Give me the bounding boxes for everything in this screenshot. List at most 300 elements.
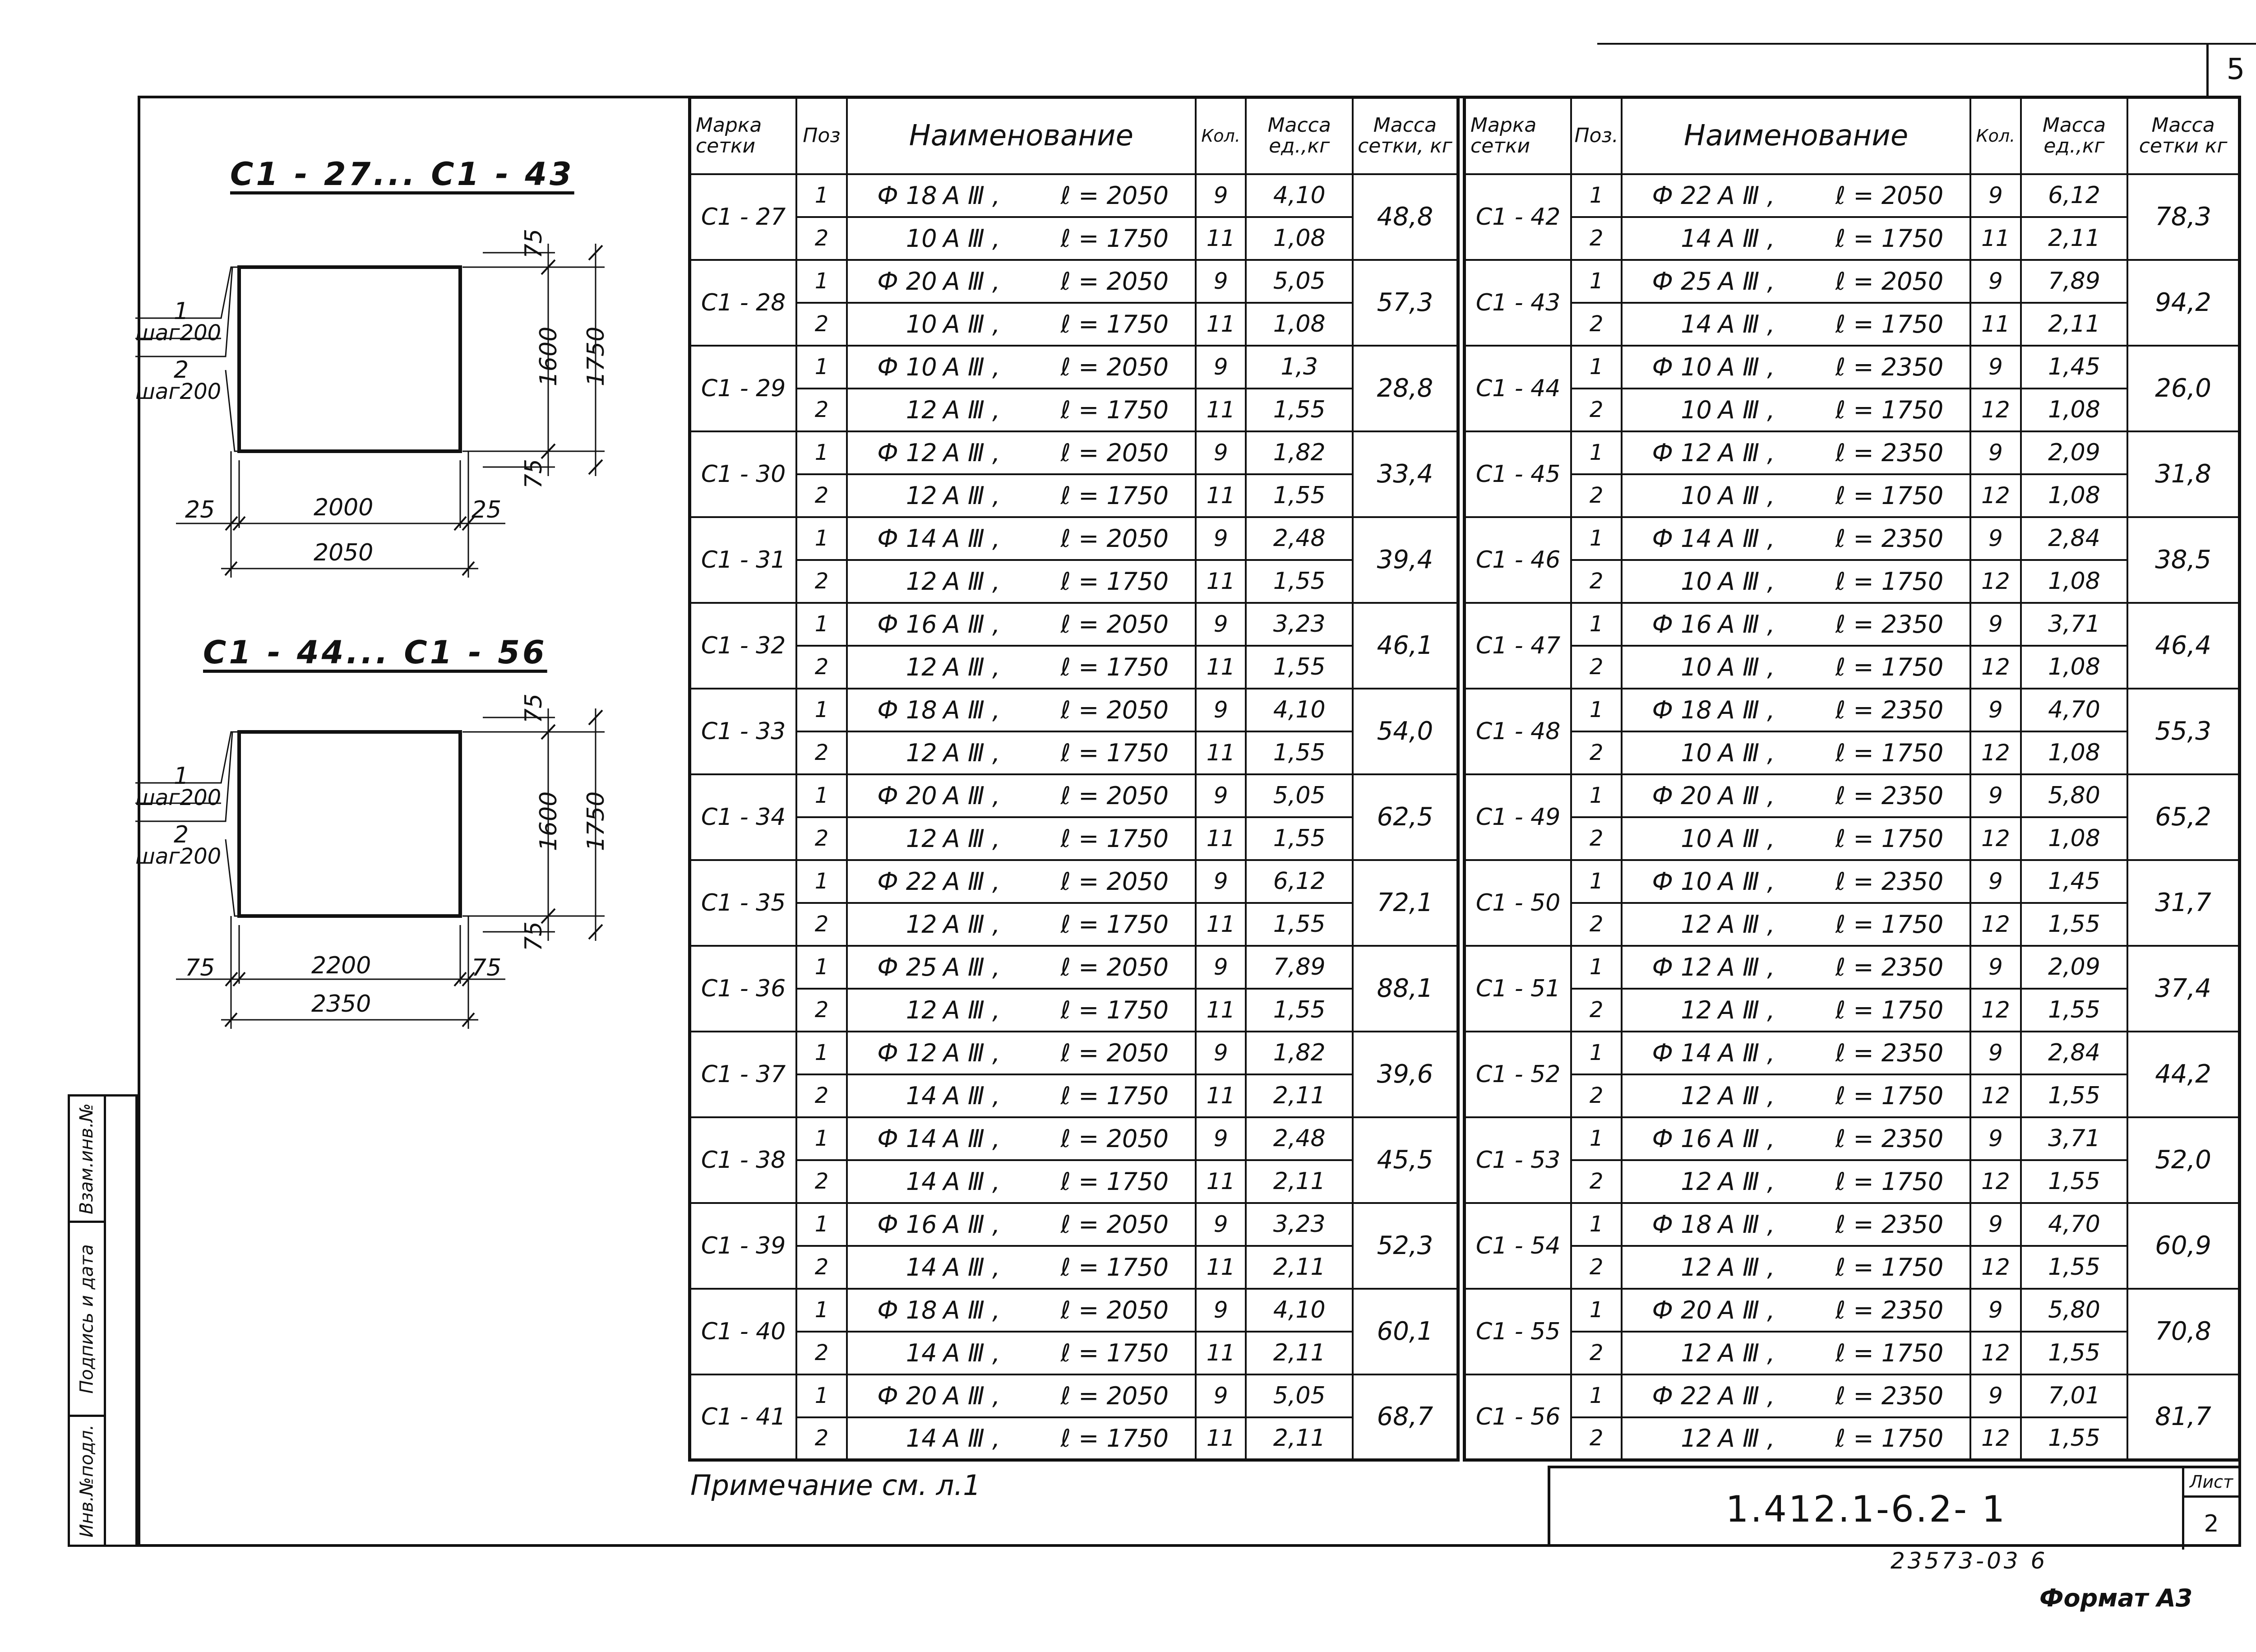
position-number: 1: [1571, 1289, 1622, 1332]
bar-quantity: 12: [1970, 989, 2021, 1032]
bar-description: [847, 1117, 1196, 1160]
bar-class: А Ⅲ ,: [943, 738, 1000, 767]
header-unit-mass: Масса ед.,кг: [2021, 97, 2127, 174]
header-mark: Марка сетки: [690, 97, 797, 174]
bar-quantity: 11: [1970, 303, 2021, 346]
table-row: [690, 303, 1458, 346]
bar-description: [1622, 1203, 1970, 1246]
bar-description: [1622, 560, 1970, 603]
mesh-total-mass: 37,4: [2127, 946, 2239, 1032]
bar-class: А Ⅲ ,: [943, 1253, 1000, 1282]
mesh-total-mass: 39,6: [1353, 1032, 1458, 1117]
bar-length: ℓ = 2350: [1835, 610, 1944, 639]
mesh-mark: С1 - 27: [690, 174, 797, 260]
bar-description: [847, 217, 1196, 260]
bar-diameter: 10: [1681, 824, 1712, 853]
side-stamp-replacement: Взам.инв.№: [76, 1103, 97, 1214]
position-number: 2: [1571, 303, 1622, 346]
bar-length: ℓ = 1750: [1060, 1424, 1169, 1453]
bar-description: [1622, 260, 1970, 303]
label-step: шаг200: [135, 844, 222, 869]
bar-diameter: 14: [906, 1081, 937, 1110]
bar-length: ℓ = 1750: [1835, 738, 1944, 767]
bar-class: А Ⅲ ,: [1718, 695, 1775, 724]
position-number: 2: [796, 474, 847, 517]
bar-length: ℓ = 2350: [1835, 438, 1944, 467]
bar-class: А Ⅲ ,: [1718, 652, 1775, 681]
dim-edge-right: 75: [472, 954, 502, 981]
bar-class: А Ⅲ ,: [943, 267, 1000, 296]
table-row: [690, 731, 1458, 774]
bar-length: ℓ = 2350: [1835, 1381, 1944, 1410]
bar-diameter: Ф 25: [877, 953, 937, 981]
table-row: [690, 1074, 1458, 1117]
position-number: 1: [1571, 774, 1622, 817]
table-row: [690, 689, 1458, 731]
header-name: Наименование: [1622, 97, 1970, 174]
bar-class: А Ⅲ ,: [1718, 610, 1775, 639]
table-row: [690, 474, 1458, 517]
bar-length: ℓ = 1750: [1060, 1081, 1169, 1110]
bar-quantity: 11: [1196, 989, 1246, 1032]
bar-description: [847, 989, 1196, 1032]
mesh-mark: С1 - 41: [690, 1374, 797, 1460]
table-row: [690, 903, 1458, 946]
bar-description: [847, 1246, 1196, 1289]
unit-mass: 1,55: [1246, 560, 1352, 603]
bar-diameter: 12: [1681, 1424, 1712, 1453]
bar-class: А Ⅲ ,: [943, 953, 1000, 981]
bar-diameter: Ф 25: [1652, 267, 1712, 296]
table-row: [1465, 1032, 2240, 1074]
bar-length: ℓ = 1750: [1835, 1338, 1944, 1367]
table-row: [690, 217, 1458, 260]
table-row: [1465, 560, 2240, 603]
bar-length: ℓ = 2350: [1835, 1038, 1944, 1067]
label-number: 2: [174, 821, 189, 848]
bar-quantity: 11: [1970, 217, 2021, 260]
bar-diameter: 14: [906, 1338, 937, 1367]
bar-diameter: 14: [906, 1253, 937, 1282]
unit-mass: 4,10: [1246, 1289, 1352, 1332]
bar-length: ℓ = 1750: [1835, 1424, 1944, 1453]
bar-length: ℓ = 1750: [1060, 1338, 1169, 1367]
header-unit-mass: Масса ед.,кг: [1246, 97, 1352, 174]
bar-description: [1622, 1117, 1970, 1160]
table-row: [1465, 1289, 2240, 1332]
table-row: [690, 174, 1458, 217]
bar-diameter: 12: [1681, 1081, 1712, 1110]
bar-quantity: 11: [1196, 903, 1246, 946]
header-qty: Кол.: [1970, 97, 2021, 174]
bar-diameter: 10: [906, 310, 937, 338]
table-row: [690, 1032, 1458, 1074]
bar-length: ℓ = 2350: [1835, 867, 1944, 896]
unit-mass: 1,82: [1246, 1032, 1352, 1074]
unit-mass: 1,08: [2021, 389, 2127, 431]
mesh-mark: С1 - 46: [1465, 517, 1572, 603]
bar-length: ℓ = 1750: [1060, 567, 1169, 596]
table-row: [1465, 1374, 2240, 1417]
bar-quantity: 11: [1196, 1246, 1246, 1289]
bar-description: [847, 1160, 1196, 1203]
bar-length: ℓ = 1750: [1835, 1253, 1944, 1282]
position-number: 1: [1571, 860, 1622, 903]
bar-class: А Ⅲ ,: [1718, 1296, 1775, 1324]
bar-diameter: 10: [906, 224, 937, 253]
bar-length: ℓ = 1750: [1060, 1253, 1169, 1282]
bar-class: А Ⅲ ,: [943, 695, 1000, 724]
position-number: 1: [796, 1374, 847, 1417]
bar-diameter: Ф 16: [877, 610, 937, 639]
bar-diameter: 10: [1681, 395, 1712, 424]
unit-mass: 2,11: [1246, 1160, 1352, 1203]
unit-mass: 4,70: [2021, 1203, 2127, 1246]
unit-mass: 3,71: [2021, 1117, 2127, 1160]
unit-mass: 1,55: [1246, 474, 1352, 517]
bar-class: А Ⅲ ,: [943, 1424, 1000, 1453]
mesh-total-mass: 81,7: [2127, 1374, 2239, 1460]
bar-length: ℓ = 2350: [1835, 781, 1944, 810]
position-number: 2: [1571, 1332, 1622, 1374]
bar-quantity: 9: [1196, 174, 1246, 217]
unit-mass: 2,11: [1246, 1074, 1352, 1117]
dim-edge-right: 25: [472, 496, 502, 523]
position-number: 2: [796, 1332, 847, 1374]
header-total-mass: Масса сетки, кг: [1353, 97, 1458, 174]
mesh-mark: С1 - 36: [690, 946, 797, 1032]
bar-diameter: 12: [1681, 1338, 1712, 1367]
bar-quantity: 9: [1970, 1117, 2021, 1160]
unit-mass: 2,48: [1246, 1117, 1352, 1160]
side-stamp-labels: [70, 1097, 104, 1545]
unit-mass: 1,55: [2021, 1332, 2127, 1374]
bar-quantity: 9: [1196, 260, 1246, 303]
table-row: [690, 1160, 1458, 1203]
bar-description: [847, 474, 1196, 517]
unit-mass: 1,3: [1246, 346, 1352, 389]
bar-class: А Ⅲ ,: [943, 438, 1000, 467]
bar-quantity: 9: [1196, 689, 1246, 731]
bar-diameter: Ф 18: [1652, 695, 1712, 724]
unit-mass: 1,08: [1246, 217, 1352, 260]
mesh-total-mass: 46,4: [2127, 603, 2239, 689]
document-number: 1.412.1-6.2- 1: [1725, 1488, 2007, 1530]
bar-quantity: 9: [1196, 774, 1246, 817]
position-number: 1: [1571, 431, 1622, 474]
bar-diameter: Ф 18: [1652, 1210, 1712, 1239]
bar-class: А Ⅲ ,: [1718, 438, 1775, 467]
bar-length: ℓ = 1750: [1060, 652, 1169, 681]
unit-mass: 1,55: [2021, 903, 2127, 946]
unit-mass: 1,55: [2021, 1417, 2127, 1460]
table-row: [690, 1332, 1458, 1374]
unit-mass: 3,71: [2021, 603, 2127, 646]
position-number: 2: [796, 817, 847, 860]
table-row: [1465, 1246, 2240, 1289]
bar-description: [1622, 217, 1970, 260]
bar-length: ℓ = 2050: [1060, 1296, 1169, 1324]
bar-description: [1622, 517, 1970, 560]
dim-height-inner: 1600: [535, 326, 563, 387]
position-number: 2: [796, 303, 847, 346]
mesh-outline: [239, 732, 460, 916]
dim-width-inner: 2000: [314, 494, 374, 521]
mesh-total-mass: 31,8: [2127, 431, 2239, 517]
drawing-title: С1 - 27... С1 - 43: [230, 156, 574, 193]
unit-mass: 1,55: [1246, 646, 1352, 689]
unit-mass: 1,45: [2021, 346, 2127, 389]
position-number: 1: [796, 774, 847, 817]
bar-class: А Ⅲ ,: [1718, 1253, 1775, 1282]
header-total-mass: Масса сетки кг: [2127, 97, 2239, 174]
table-row: [1465, 603, 2240, 646]
mesh-mark: С1 - 50: [1465, 860, 1572, 946]
bar-class: А Ⅲ ,: [1718, 310, 1775, 338]
bar-description: [847, 817, 1196, 860]
mesh-mark: С1 - 32: [690, 603, 797, 689]
bar-description: [847, 517, 1196, 560]
bar-description: [847, 603, 1196, 646]
mesh-drawing: [131, 695, 632, 1047]
bar-diameter: Ф 16: [877, 1210, 937, 1239]
bar-length: ℓ = 1750: [1835, 652, 1944, 681]
unit-mass: 1,08: [1246, 303, 1352, 346]
table-row: [1465, 1417, 2240, 1460]
bar-class: А Ⅲ ,: [1718, 1081, 1775, 1110]
page-number: 5: [2206, 43, 2256, 96]
position-number: 2: [796, 1160, 847, 1203]
bar-class: А Ⅲ ,: [943, 1296, 1000, 1324]
bar-quantity: 11: [1196, 303, 1246, 346]
bar-length: ℓ = 2350: [1835, 1124, 1944, 1153]
leader-line: [226, 370, 239, 451]
mesh-total-mass: 52,3: [1353, 1203, 1458, 1289]
bar-diameter: Ф 10: [1652, 867, 1712, 896]
bar-class: А Ⅲ ,: [943, 481, 1000, 510]
table-row: [1465, 431, 2240, 474]
side-stamp: [68, 1094, 138, 1547]
mesh-total-mass: 48,8: [1353, 174, 1458, 260]
mesh-mark: С1 - 28: [690, 260, 797, 346]
bar-length: ℓ = 2050: [1835, 267, 1944, 296]
bar-length: ℓ = 1750: [1835, 1167, 1944, 1196]
bar-diameter: 12: [906, 481, 937, 510]
bar-diameter: 12: [906, 995, 937, 1024]
header-name: Наименование: [847, 97, 1196, 174]
position-number: 1: [1571, 689, 1622, 731]
bar-length: ℓ = 1750: [1835, 395, 1944, 424]
table-row: [1465, 1074, 2240, 1117]
bar-length: ℓ = 2050: [1060, 524, 1169, 553]
position-number: 1: [796, 860, 847, 903]
bar-quantity: 9: [1196, 1374, 1246, 1417]
bar-length: ℓ = 1750: [1835, 310, 1944, 338]
bar-description: [1622, 1160, 1970, 1203]
unit-mass: 6,12: [1246, 860, 1352, 903]
bar-length: ℓ = 1750: [1060, 738, 1169, 767]
mesh-mark: С1 - 30: [690, 431, 797, 517]
bar-description: [1622, 174, 1970, 217]
bar-class: А Ⅲ ,: [943, 1124, 1000, 1153]
bar-description: [1622, 946, 1970, 989]
unit-mass: 2,09: [2021, 946, 2127, 989]
bar-description: [1622, 303, 1970, 346]
bar-diameter: Ф 14: [1652, 1038, 1712, 1067]
bar-quantity: 9: [1970, 1374, 2021, 1417]
bar-length: ℓ = 1750: [1060, 481, 1169, 510]
bar-quantity: 12: [1970, 560, 2021, 603]
position-number: 2: [1571, 646, 1622, 689]
table-row: [1465, 860, 2240, 903]
bar-quantity: 9: [1196, 1203, 1246, 1246]
bar-class: А Ⅲ ,: [1718, 224, 1775, 253]
bar-class: А Ⅲ ,: [1718, 910, 1775, 939]
unit-mass: 1,55: [2021, 1074, 2127, 1117]
bar-quantity: 11: [1196, 389, 1246, 431]
table-row: [690, 1374, 1458, 1417]
mesh-mark: С1 - 48: [1465, 689, 1572, 774]
position-number: 1: [796, 1203, 847, 1246]
unit-mass: 1,55: [1246, 817, 1352, 860]
top-border-line: [1597, 43, 2256, 45]
side-stamp-cell: [70, 1223, 104, 1417]
unit-mass: 5,05: [1246, 1374, 1352, 1417]
bar-quantity: 11: [1196, 1160, 1246, 1203]
bar-diameter: 10: [1681, 481, 1712, 510]
table-row: [1465, 346, 2240, 389]
bar-length: ℓ = 1750: [1060, 1167, 1169, 1196]
bar-length: ℓ = 1750: [1060, 310, 1169, 338]
table-row: [1465, 946, 2240, 989]
unit-mass: 5,05: [1246, 260, 1352, 303]
unit-mass: 7,01: [2021, 1374, 2127, 1417]
bar-length: ℓ = 2050: [1835, 181, 1944, 210]
mesh-mark: С1 - 53: [1465, 1117, 1572, 1203]
table-row: [690, 1117, 1458, 1160]
table-row: [1465, 1332, 2240, 1374]
mesh-mark: С1 - 31: [690, 517, 797, 603]
position-number: 2: [1571, 1417, 1622, 1460]
bar-length: ℓ = 1750: [1835, 910, 1944, 939]
bar-class: А Ⅲ ,: [1718, 1167, 1775, 1196]
table-header-row: [1465, 97, 2240, 174]
mesh-drawing: [131, 235, 632, 587]
table-row: [1465, 817, 2240, 860]
bar-diameter: Ф 14: [1652, 524, 1712, 553]
unit-mass: 1,55: [1246, 903, 1352, 946]
dim-edge-left: 25: [185, 496, 215, 523]
bar-diameter: 12: [1681, 1253, 1712, 1282]
table-row: [1465, 474, 2240, 517]
table-row: [1465, 260, 2240, 303]
position-number: 1: [1571, 174, 1622, 217]
bar-diameter: Ф 18: [877, 181, 937, 210]
bar-description: [1622, 989, 1970, 1032]
bar-diameter: 12: [906, 824, 937, 853]
bar-length: ℓ = 2050: [1060, 1038, 1169, 1067]
bar-quantity: 11: [1196, 1417, 1246, 1460]
position-number: 1: [1571, 1374, 1622, 1417]
bar-class: А Ⅲ ,: [943, 652, 1000, 681]
bar-description: [1622, 689, 1970, 731]
bar-description: [1622, 431, 1970, 474]
bar-quantity: 9: [1970, 946, 2021, 989]
table-row: [1465, 389, 2240, 431]
label-step: шаг200: [135, 379, 222, 404]
mesh-mark: С1 - 39: [690, 1203, 797, 1289]
bar-length: ℓ = 2350: [1835, 524, 1944, 553]
label-number: 1: [174, 763, 189, 790]
bar-length: ℓ = 2050: [1060, 1381, 1169, 1410]
bar-class: А Ⅲ ,: [1718, 181, 1775, 210]
bar-description: [1622, 474, 1970, 517]
position-number: 2: [796, 389, 847, 431]
bar-quantity: 9: [1196, 1117, 1246, 1160]
mesh-total-mass: 44,2: [2127, 1032, 2239, 1117]
position-number: 1: [796, 946, 847, 989]
bar-length: ℓ = 1750: [1835, 481, 1944, 510]
unit-mass: 1,08: [2021, 646, 2127, 689]
bar-diameter: 12: [1681, 995, 1712, 1024]
dim-edge-bottom: 75: [520, 921, 548, 952]
mesh-mark: С1 - 44: [1465, 346, 1572, 431]
position-number: 1: [1571, 1032, 1622, 1074]
bar-description: [847, 1074, 1196, 1117]
dim-edge-left: 75: [185, 954, 215, 981]
mesh-total-mass: 38,5: [2127, 517, 2239, 603]
unit-mass: 2,11: [1246, 1332, 1352, 1374]
unit-mass: 1,08: [2021, 817, 2127, 860]
spec-table-right: [1463, 96, 2241, 1462]
bar-quantity: 11: [1196, 474, 1246, 517]
bar-diameter: Ф 12: [1652, 438, 1712, 467]
mesh-mark: С1 - 40: [690, 1289, 797, 1374]
header-qty: Кол.: [1196, 97, 1246, 174]
unit-mass: 3,23: [1246, 1203, 1352, 1246]
position-number: 2: [1571, 903, 1622, 946]
bar-class: А Ⅲ ,: [943, 567, 1000, 596]
position-number: 2: [796, 731, 847, 774]
bar-length: ℓ = 1750: [1060, 995, 1169, 1024]
bar-diameter: Ф 12: [877, 438, 937, 467]
bar-description: [1622, 1032, 1970, 1074]
bar-class: А Ⅲ ,: [1718, 867, 1775, 896]
unit-mass: 1,55: [1246, 731, 1352, 774]
bar-length: ℓ = 2050: [1060, 781, 1169, 810]
position-number: 1: [796, 260, 847, 303]
position-number: 1: [1571, 603, 1622, 646]
drawing-title: С1 - 44... С1 - 56: [203, 634, 547, 671]
table-row: [690, 560, 1458, 603]
bar-description: [1622, 1074, 1970, 1117]
bar-diameter: 10: [1681, 652, 1712, 681]
bar-class: А Ⅲ ,: [943, 995, 1000, 1024]
bar-class: А Ⅲ ,: [943, 524, 1000, 553]
bar-description: [1622, 389, 1970, 431]
bar-description: [1622, 1417, 1970, 1460]
bar-description: [847, 646, 1196, 689]
mesh-mark: С1 - 35: [690, 860, 797, 946]
table-row: [1465, 646, 2240, 689]
bar-diameter: Ф 14: [877, 1124, 937, 1153]
table-row: [1465, 731, 2240, 774]
bar-length: ℓ = 2050: [1060, 352, 1169, 381]
bar-diameter: Ф 12: [877, 1038, 937, 1067]
label-step: шаг200: [135, 785, 222, 810]
position-number: 2: [796, 1417, 847, 1460]
bar-description: [1622, 1246, 1970, 1289]
